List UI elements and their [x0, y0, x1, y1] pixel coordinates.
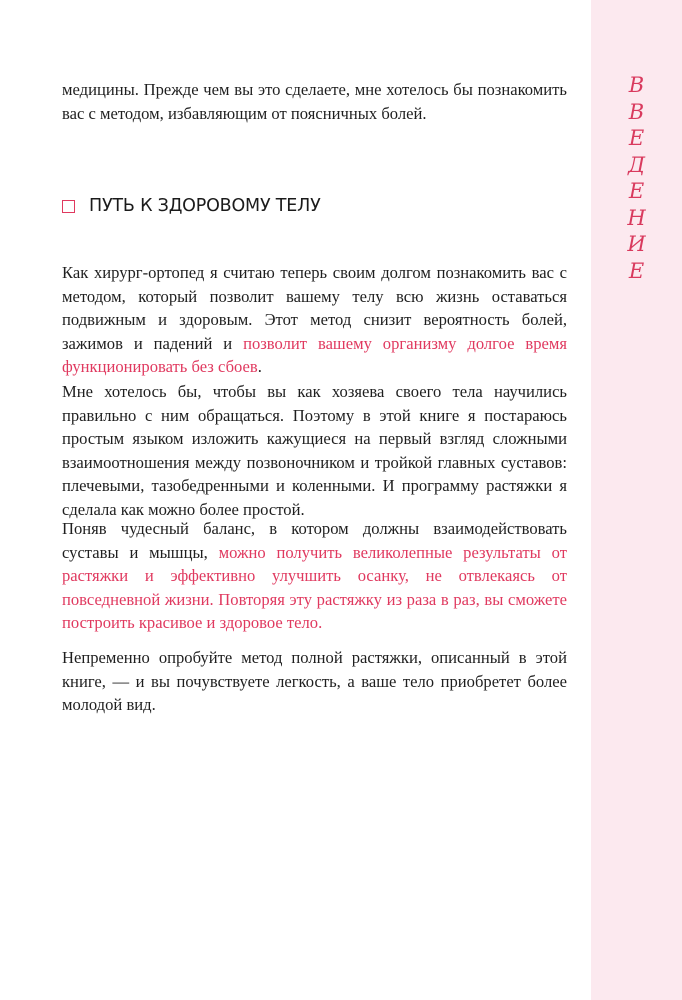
- paragraph-text: Поняв чудесный баланс, в котором должны взаимодействовать суставы и мышцы,: [62, 519, 567, 562]
- chapter-letter: В: [628, 99, 645, 124]
- paragraph: [62, 517, 567, 635]
- section-heading: [62, 193, 321, 219]
- highlighted-text: позволит вашему организму долгое время функционировать без сбоев: [62, 333, 567, 377]
- chapter-letter: И: [627, 232, 646, 256]
- paragraph: [62, 261, 567, 379]
- chapter-letter: Е: [628, 126, 645, 150]
- chapter-sidebar: [591, 0, 682, 1000]
- intro-block: [62, 78, 567, 125]
- chapter-letter: В: [628, 73, 645, 97]
- chapter-letter: Е: [628, 258, 645, 283]
- paragraph: Непременно опробуйте метод полной растяжки, описанный в этой книге, — и вы почувствуете легкость, а ваше тело приобретет более молодой вид.: [62, 648, 567, 715]
- chapter-letter: Н: [627, 205, 646, 230]
- paragraph-block-1: [62, 261, 567, 379]
- intro-paragraph: медицины. Прежде чем вы это сделаете, мне хотелось бы познакомить вас с методом, избавляющим от поясничных болей.: [62, 80, 567, 123]
- chapter-title-vertical: [591, 72, 682, 284]
- paragraph-block-2: [62, 380, 567, 522]
- paragraph-text: Как хирург-ортопед я считаю теперь своим долгом познакомить вас с методом, который позволит вашему телу всю жизнь оставаться подвижным и здоровым. Этот метод снизит вероятность болей, зажимов и падений и: [62, 263, 567, 353]
- paragraph-block-3: [62, 517, 567, 635]
- highlighted-text: можно получить великолепные результаты от растяжки и эффективно улучшить осанку, не отвлекаясь от повседневной жизни. Повторяя эту растяжку из раза в раз, вы сможете построить красивое и здоровое тело.: [62, 542, 567, 633]
- paragraph-text: .: [257, 357, 262, 377]
- section-title: ПУТЬ К ЗДОРОВОМУ ТЕЛУ: [89, 196, 321, 216]
- paragraph: Мне хотелось бы, чтобы вы как хозяева своего тела научились правильно с ним обращаться. Поэтому в этой книге я постараюсь простым языком изложить кажущиеся на первый взгляд сложными взаимоотношения между позвоночником и тройкой главных суставов: плечевыми, тазобедренными и коленными. И программу растяжки я сделала как можно более простой.: [62, 382, 567, 519]
- heading-checkbox-icon: [62, 200, 75, 213]
- chapter-letter: Д: [627, 152, 646, 177]
- paragraph-block-4: [62, 646, 567, 717]
- chapter-letter: Е: [628, 179, 645, 203]
